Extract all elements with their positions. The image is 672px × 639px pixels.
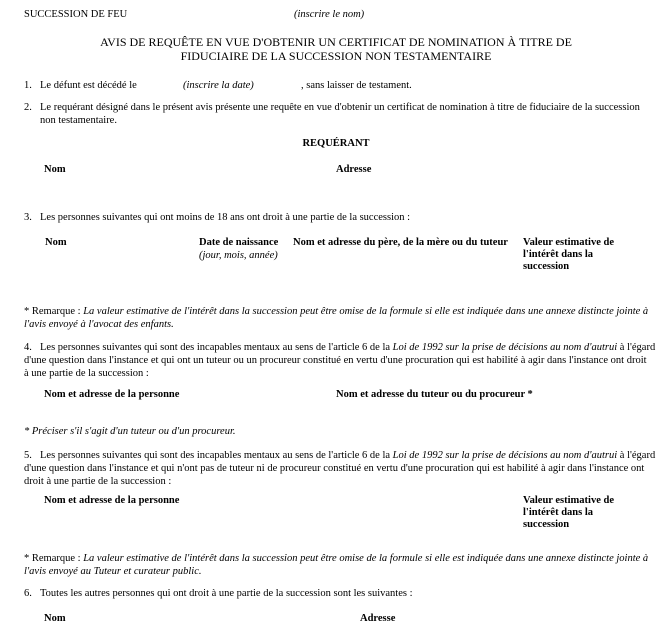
minors-col-birth: Date de naissance [199, 237, 279, 248]
applicant-heading: REQUÉRANT [302, 138, 370, 149]
minors-col-value-l3: succession [523, 261, 570, 272]
para4-law-name: Loi de 1992 sur la prise de décisions au nom d'autrui [392, 342, 618, 353]
minors-col-birth-sub: (jour, mois, année) [199, 250, 278, 261]
para5-line1-c: à l'égard [619, 450, 656, 461]
para5-line3: droit à une partie de la succession : [24, 476, 172, 487]
para4-col-guardian: Nom et adresse du tuteur ou du procureur * [336, 389, 533, 400]
para3-number: 3. [24, 212, 32, 223]
form-title-line2: FIDUCIAIRE DE LA SUCCESSION NON TESTAMENTAIRE [180, 49, 492, 63]
others-col-address: Adresse [360, 613, 396, 624]
form-title-line1: AVIS DE REQUÊTE EN VUE D'OBTENIR UN CERTIFICAT DE NOMINATION À TITRE DE [100, 35, 572, 49]
minors-col-value-l2: l'intérêt dans la [523, 249, 593, 260]
para6-number: 6. [24, 588, 32, 599]
note2-line1 [24, 552, 648, 565]
para2-line1: Le requérant désigné dans le présent avis présente une requête en vue d'obtenir un certificat de nomination à titre de fiduciaire de la succession [40, 102, 640, 113]
para5-col-value-l1: Valeur estimative de [523, 495, 614, 506]
para5-line1 [40, 449, 655, 462]
minors-col-parent: Nom et adresse du père, de la mère ou du tuteur [293, 237, 508, 248]
para1-number: 1. [24, 80, 32, 91]
para6-text: Toutes les autres personnes qui ont droit à une partie de la succession sont les suivantes : [40, 588, 413, 599]
para4-line1-a: Les personnes suivantes qui sont des incapables mentaux au sens de l'article 6 de la [40, 342, 391, 353]
minors-col-name: Nom [45, 237, 67, 248]
note1-prefix: * Remarque : [24, 306, 81, 317]
para5-col-value-l3: succession [523, 519, 570, 530]
para2-line2: non testamentaire. [40, 115, 117, 126]
note2-prefix: * Remarque : [24, 553, 81, 564]
applicant-col-name: Nom [44, 164, 66, 175]
para4-number: 4. [24, 342, 32, 353]
para5-line1-a: Les personnes suivantes qui sont des incapables mentaux au sens de l'article 6 de la [40, 450, 391, 461]
para4-line3: à une partie de la succession : [24, 368, 149, 379]
para4-line2: d'une question dans l'instance et qui ont un tuteur ou un procureur constitué en vertu d'une procuration qui est habilité à agir dans l'instance ont droit [24, 355, 647, 366]
para2-number: 2. [24, 102, 32, 113]
para4-line1 [40, 341, 655, 354]
note2-text1: La valeur estimative de l'intérêt dans la succession peut être omise de la formule si elle est indiquée dans une annexe distincte jointe à [83, 553, 649, 564]
others-col-name: Nom [44, 613, 66, 624]
para4-col-person: Nom et adresse de la personne [44, 389, 180, 400]
para5-law-name: Loi de 1992 sur la prise de décisions au nom d'autrui [392, 450, 618, 461]
para5-col-person: Nom et adresse de la personne [44, 495, 180, 506]
note2-line2: l'avis envoyé au Tuteur et curateur public. [24, 566, 202, 577]
name-placeholder: (inscrire le nom) [294, 9, 365, 20]
estate-label: SUCCESSION DE FEU [24, 9, 128, 20]
para1-lead: Le défunt est décédé le [40, 80, 137, 91]
note1-line2: l'avis envoyé à l'avocat des enfants. [24, 319, 174, 330]
para5-line2: d'une question dans l'instance et qui n'ont pas de tuteur ni de procureur constitué en vertu d'une procuration qui est habilité à agir dans l'instance ont [24, 463, 645, 474]
applicant-col-address: Adresse [336, 164, 372, 175]
note1-text1: La valeur estimative de l'intérêt dans la succession peut être omise de la formule si elle est indiquée dans une annexe distincte jointe à [83, 306, 649, 317]
para5-number: 5. [24, 450, 32, 461]
para5-col-value-l2: l'intérêt dans la [523, 507, 593, 518]
note1-line1 [24, 305, 648, 318]
para4-line1-c: à l'égard [619, 342, 656, 353]
para3-text: Les personnes suivantes qui ont moins de 18 ans ont droit à une partie de la succession : [40, 212, 411, 223]
minors-col-value-l1: Valeur estimative de [523, 237, 614, 248]
death-date-placeholder: (inscrire la date) [183, 80, 254, 91]
para4-footnote: * Préciser s'il s'agit d'un tuteur ou d'un procureur. [24, 426, 236, 437]
para1-tail: , sans laisser de testament. [301, 80, 412, 91]
